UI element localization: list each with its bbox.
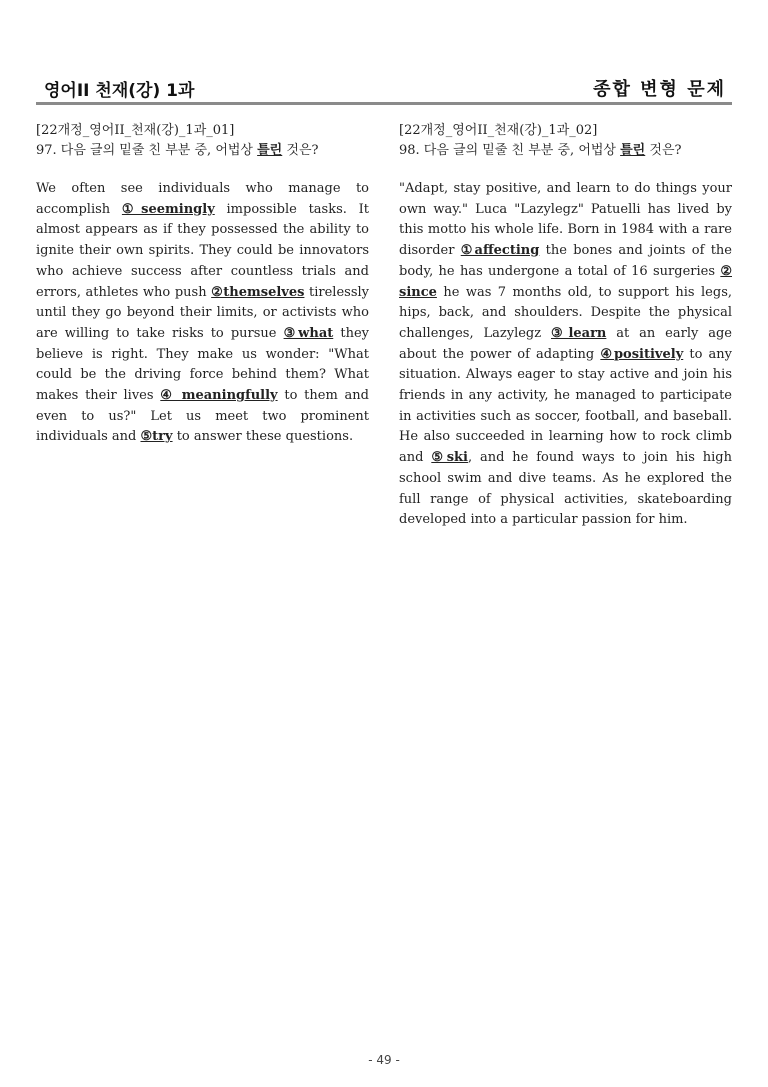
question-prompt-text: 98. 다음 글의 밑줄 친 부분 중, 어법상 [399,143,621,158]
header-title-left: 영어II 천재(강) 1과 [44,81,195,101]
underlined-choice-4: ④ meaningfully [160,388,278,404]
underlined-choice-2: ②themselves [211,284,305,300]
question-prompt [399,141,732,161]
page-number: - 49 - [368,1053,400,1067]
question-97 [36,121,369,448]
passage-text [399,179,732,531]
underlined-choice-5: ⑤ski [431,450,468,466]
question-prompt-emphasis: 틀린 [620,143,646,158]
header-title-right: 종합 변형 문제 [593,79,726,100]
question-98 [399,121,732,531]
underlined-choice-1: ①affecting [460,243,540,259]
passage-segment: We often see individuals who manage to accomplish [36,181,369,217]
question-code: [22개정_영어II_천재(강)_1과_02] [399,123,598,138]
question-prompt-text: 97. 다음 글의 밑줄 친 부분 중, 어법상 [36,143,258,158]
underlined-choice-3: ③learn [551,325,607,341]
question-code: [22개정_영어II_천재(강)_1과_01] [36,123,235,138]
underlined-choice-4: ④positively [600,346,684,362]
passage-segment: at an early age about the power of adapting [399,325,732,362]
passage-segment: he was 7 months old, to support his legs, hips, back, and shoulders. Despite the physical challenges, Lazylegz [399,284,732,341]
passage-segment: to answer these questions. [172,429,354,445]
passage-segment: impossible tasks. It almost appears as if they possessed the ability to ignite their own spirits. They could be innovators who achieve success after countless trials and errors, athletes who push [36,201,370,300]
underlined-choice-2: ② since [399,263,732,300]
passage-segment: the bones and joints of the body, he has undergone a total of 16 surgeries [399,243,732,279]
passage-segment: "Adapt, stay positive, and learn to do things your own way." Luca "Lazylegz" Patuelli has lived by this motto his whole life. Born in 1984 with a rare disorder [399,181,732,259]
underlined-choice-5: ⑤try [140,429,173,445]
underlined-choice-1: ①seemingly [121,201,215,217]
passage-text [36,179,369,448]
header-divider [36,102,732,105]
passage-segment: tirelessly until they go beyond their limits, or activists who are willing to take risks to pursue [36,284,369,341]
question-prompt-end: 것은? [645,143,682,158]
underlined-choice-3: ③what [283,325,334,341]
question-prompt-emphasis: 틀린 [257,143,283,158]
passage-segment: they believe is right. They make us wonder: "What could be the driving force behind them? What makes their lives [36,325,369,404]
page-header [36,72,732,104]
question-prompt-end: 것은? [282,143,319,158]
passage-segment: to them and even to us?" Let us meet two prominent individuals and [36,388,369,445]
passage-segment: to any situation. Always eager to stay active and join his friends in any activity, he managed to participate in activities such as soccer, football, and baseball. He also succeeded in learning how to rock climb and [399,346,732,466]
passage-segment: , and he found ways to join his high school swim and dive teams. As he explored the full range of physical activities, skateboarding developed into a particular passion for him. [399,450,732,528]
question-prompt [36,141,369,161]
